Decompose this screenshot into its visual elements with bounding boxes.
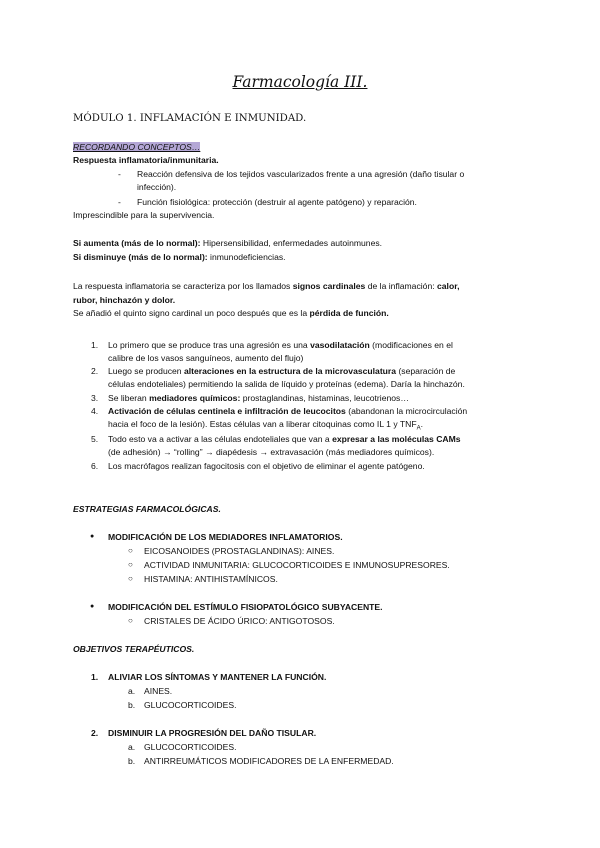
strategy-1-title: MODIFICACIÓN DE LOS MEDIADORES INFLAMATORIOS. <box>108 532 343 542</box>
strategy-2-item: CRISTALES DE ÁCIDO ÚRICO: ANTIGOTOSOS. <box>144 616 335 626</box>
sub-bullet: ○ <box>128 616 133 625</box>
recap-subheading: Respuesta inflamatoria/inmunitaria. <box>73 155 219 165</box>
step-number: 5. <box>91 434 99 444</box>
step-number: 4. <box>91 406 99 416</box>
strategy-1-item: HISTAMINA: ANTIHISTAMÍNICOS. <box>144 574 278 584</box>
objective-letter: b. <box>128 756 136 766</box>
step-2-line-1: Luego se producen alteraciones en la estructura de la microvasculatura (separación de <box>108 366 456 376</box>
step-number: 3. <box>91 393 99 403</box>
strategy-1-item: EICOSANOIDES (PROSTAGLANDINAS): AINES. <box>144 546 335 556</box>
step-4-line-2: hacia el foco de la lesión). Estas células van a liberar citoquinas como IL 1 y $TNF_A$. <box>108 419 423 432</box>
sub-bullet: ○ <box>128 560 133 569</box>
dash-item-1-line-2: infección). <box>137 182 177 192</box>
objective-number: 2. <box>91 728 99 738</box>
objectives-heading: OBJETIVOS TERAPÉUTICOS. <box>73 644 195 654</box>
essential-line: Imprescindible para la supervivencia. <box>73 210 215 220</box>
sub-bullet: ○ <box>128 546 133 555</box>
step-6: Los macrófagos realizan fagocitosis con el objetivo de eliminar el agente patógeno. <box>108 461 425 471</box>
dash-item-2: Función fisiológica: protección (destruir al agente patógeno) y reparación. <box>137 197 417 207</box>
objective-letter: a. <box>128 686 136 696</box>
decrease-line: Si disminuye (más de lo normal): inmunodeficiencias. <box>73 252 286 262</box>
objective-1-item: AINES. <box>144 686 173 696</box>
bullet: ● <box>90 533 95 540</box>
increase-line: Si aumenta (más de lo normal): Hipersensibilidad, enfermedades autoinmunes. <box>73 238 383 248</box>
objective-1-title: ALIVIAR LOS SÍNTOMAS Y MANTENER LA FUNCIÓN. <box>108 672 327 682</box>
objective-number: 1. <box>91 672 99 682</box>
cardinal-line-1: La respuesta inflamatoria se caracteriza por los llamados signos cardinales de la inflamación: calor, <box>73 281 460 291</box>
cardinal-line-2: rubor, hinchazón y dolor. <box>73 295 176 305</box>
step-5-line-1: Todo esto va a activar a las células endoteliales que van a expresar a las moléculas CAMs <box>108 434 461 444</box>
bullet: ● <box>90 603 95 610</box>
objective-2-title: DISMINUIR LA PROGRESIÓN DEL DAÑO TISULAR. <box>108 728 317 738</box>
strategies-heading: ESTRATEGIAS FARMACOLÓGICAS. <box>73 504 221 514</box>
dash-item-1-line-1: Reacción defensiva de los tejidos vascularizados frente a una agresión (daño tisular o <box>137 169 465 179</box>
sub-bullet: ○ <box>128 574 133 583</box>
objective-2-item: ANTIRREUMÁTICOS MODIFICADORES DE LA ENFERMEDAD. <box>144 756 394 766</box>
objective-letter: b. <box>128 700 136 710</box>
step-4-line-1: Activación de células centinela e infiltración de leucocitos (abandonan la microcirculación <box>108 406 468 416</box>
step-1-line-1: Lo primero que se produce tras una agresión es una vasodilatación (modificaciones en el <box>108 340 453 350</box>
step-number: 6. <box>91 461 99 471</box>
objective-letter: a. <box>128 742 136 752</box>
recap-heading: RECORDANDO CONCEPTOS… <box>73 142 201 152</box>
page-title: Farmacología III. <box>232 73 368 91</box>
cardinal-line-3: Se añadió el quinto signo cardinal un poco después que es la pérdida de función. <box>73 308 389 318</box>
strategy-2-title: MODIFICACIÓN DEL ESTÍMULO FISIOPATOLÓGICO SUBYACENTE. <box>108 602 383 612</box>
step-1-line-2: calibre de los vasos sanguíneos, aumento del flujo) <box>108 353 304 363</box>
step-number: 2. <box>91 366 99 376</box>
module-heading: MÓDULO 1. INFLAMACIÓN E INMUNIDAD. <box>73 113 307 124</box>
step-2-line-2: células endoteliales) permitiendo la salida de líquido y proteínas (edema). Daría la hinchazón. <box>108 379 465 389</box>
step-3: Se liberan mediadores químicos: prostaglandinas, histaminas, leucotrienos… <box>108 393 409 403</box>
objective-1-item: GLUCOCORTICOIDES. <box>144 700 237 710</box>
objective-2-item: GLUCOCORTICOIDES. <box>144 742 237 752</box>
strategy-1-item: ACTIVIDAD INMUNITARIA: GLUCOCORTICOIDES E INMUNOSUPRESORES. <box>144 560 450 570</box>
step-5-line-2: (de adhesión) → “rolling” → diapédesis → extravasación (más mediadores químicos). <box>108 447 435 457</box>
step-number: 1. <box>91 340 99 350</box>
